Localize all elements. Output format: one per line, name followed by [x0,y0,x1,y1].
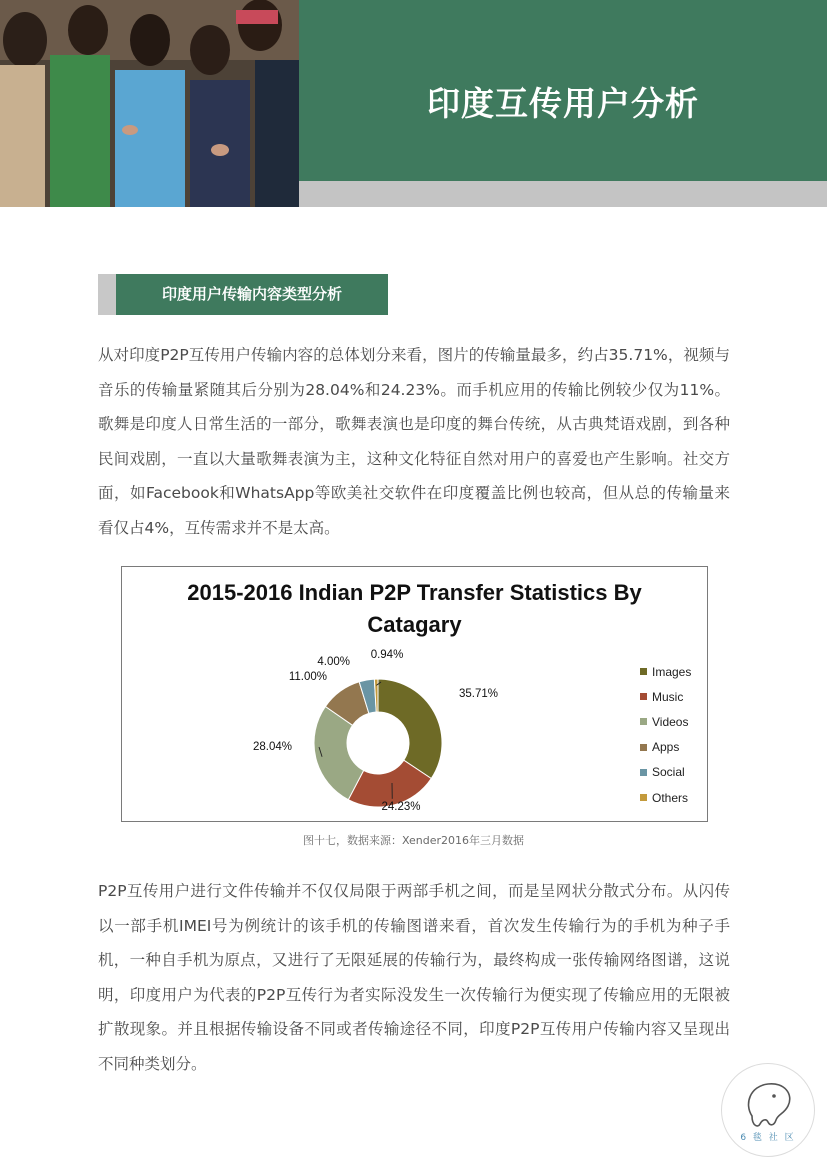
data-label-others: 0.94% [370,649,404,661]
legend-item-others [640,785,691,810]
data-label-videos: 28.04% [252,741,292,753]
legend-swatch [640,693,647,700]
watermark-text: 6 毯 社 区 [740,1133,796,1143]
data-label-apps: 11.00% [288,671,327,683]
header-photo [0,0,299,207]
legend-label: Videos [652,714,689,729]
legend-item-images [640,659,691,684]
data-label-images: 35.71% [459,688,499,700]
legend-swatch [640,718,647,725]
legend-label: Social [652,765,685,780]
legend-item-music [640,684,691,709]
data-label-social: 4.00% [317,656,350,668]
legend-label: Images [652,664,692,679]
legend-swatch [640,769,647,776]
donut-chart [121,566,708,822]
legend-swatch [640,794,647,801]
legend-label: Apps [652,740,680,755]
chart-caption: 图十七，数据来源：Xender2016年三月数据 [302,834,525,847]
watermark-logo [721,1063,815,1157]
legend-swatch [640,668,647,675]
chart-plot [122,567,707,821]
data-label-music: 24.23% [381,801,421,813]
legend-item-videos [640,709,691,734]
header-strip [299,181,827,207]
legend-item-social [640,760,691,785]
legend-swatch [640,744,647,751]
chart-title-line-2: Catagary [367,612,462,637]
legend-item-apps [640,735,691,760]
section-marker [98,274,116,315]
page-title: 印度互传用户分析 [427,84,699,123]
header-banner [299,0,827,181]
body-paragraph-2: P2P互传用户进行文件传输并不仅仅局限于两部手机之间，而是呈网状分散式分布。从闪传以一部手机IMEI号为例统计的该手机的传输图谱来看，首次发生传输行为的手机为种子手机，一种自手机为原点，又进行了无限延展的传输行为，最终构成一张传输网络图谱，这说明，印度用户为代表的P2P互传行为者实际没发生一次传输行为便实现了传输应用的无限被扩散现象。并且根据传输设备不同或者传输途径不同，印度P2P互传用户传输内容又呈现出不同种类划分。 [98,882,730,1073]
legend-label: Music [652,689,684,704]
legend-label: Others [652,790,689,805]
section-heading: 印度用户传输内容类型分析 [116,274,388,315]
slice-images [378,679,442,779]
chart-legend [640,659,691,810]
body-paragraph-1: 从对印度P2P互传用户传输内容的总体划分来看，图片的传输量最多，约占35.71%，视频与音乐的传输量紧随其后分别为28.04%和24.23%。而手机应用的传输比例较少仅为11%。歌舞是印度人日常生活的一部分，歌舞表演也是印度的舞台传统，从古典梵语戏剧，到各种民间戏剧，一直以大量歌舞表演为主，这种文化特征自然对用户的喜爱也产生影响。社交方面，如Facebook和WhatsApp等欧美社交软件在印度覆盖比例也较高，但从总的传输量来看仅占4%，互传需求并不是太高。 [98,346,730,537]
chart-title-line-1: 2015-2016 Indian P2P Transfer Statistics By [187,580,642,605]
